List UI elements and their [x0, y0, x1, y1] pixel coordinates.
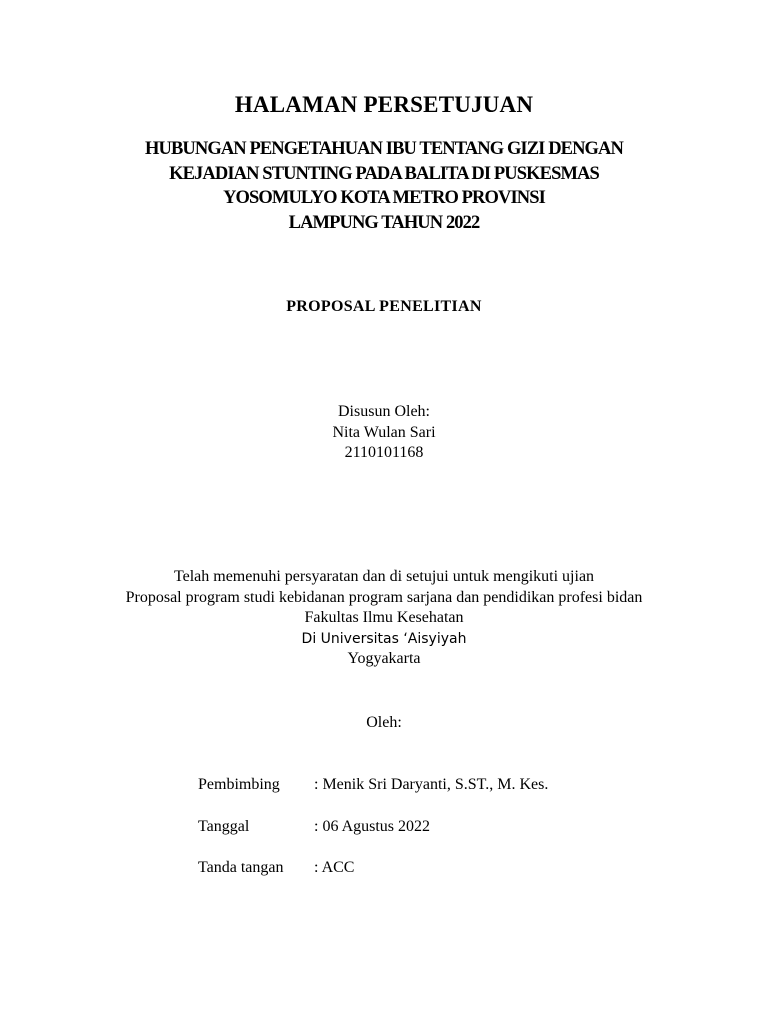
page-title: HALAMAN PERSETUJUAN — [234, 92, 534, 117]
date-label: Tanggal — [198, 818, 250, 835]
supervisor-value: : Menik Sri Daryanti, S.ST., M. Kes. — [314, 776, 549, 793]
date-row — [198, 818, 430, 836]
author-block — [0, 402, 768, 464]
thesis-title-line: HUBUNGAN PENGETAHUAN IBU TENTANG GIZI DENGAN — [145, 139, 623, 159]
signature-row — [198, 859, 354, 877]
author-name: Nita Wulan Sari — [332, 423, 436, 441]
by-label: Oleh: — [366, 714, 402, 731]
supervisor-row — [198, 776, 548, 794]
city-name: Yogyakarta — [347, 650, 421, 667]
signature-label: Tanda tangan — [198, 859, 284, 876]
student-id: 2110101168 — [344, 444, 424, 461]
university-name: Di Universitas ‘Aisyiyah — [301, 630, 467, 647]
approval-line: Telah memenuhi persyaratan dan di setujui untuk mengikuti ujian — [173, 568, 595, 585]
thesis-title — [0, 137, 768, 235]
author-prefix: Disusun Oleh: — [338, 403, 430, 420]
faculty-name: Fakultas Ilmu Kesehatan — [304, 609, 464, 626]
thesis-title-line: YOSOMULYO KOTA METRO PROVINSI — [223, 188, 545, 208]
document-type: PROPOSAL PENELITIAN — [286, 298, 482, 315]
thesis-title-line: KEJADIAN STUNTING PADA BALITA DI PUSKESMAS — [169, 163, 599, 184]
signature-value: : ACC — [314, 859, 355, 876]
date-value: : 06 Agustus 2022 — [314, 818, 431, 835]
approval-line: Proposal program studi kebidanan program sarjana dan pendidikan profesi bidan — [125, 588, 643, 606]
supervisor-label: Pembimbing — [198, 776, 280, 793]
thesis-title-line: LAMPUNG TAHUN 2022 — [288, 212, 480, 233]
approval-statement — [0, 567, 768, 670]
